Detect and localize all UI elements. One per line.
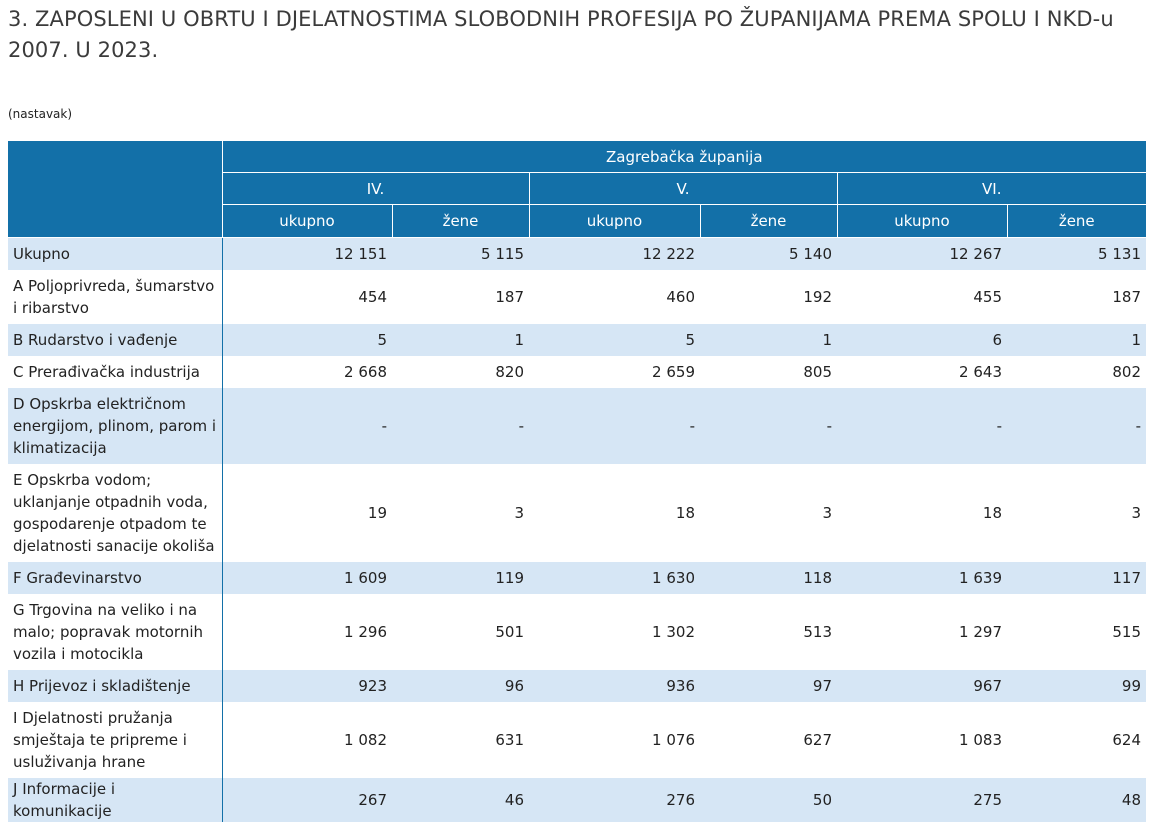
table-row: [8, 670, 1146, 702]
cell-value: 275: [837, 778, 1007, 822]
cell-value: 99: [1007, 670, 1146, 702]
row-label: I Djelatnosti pružanja smještaja te pripreme i usluživanja hrane: [8, 702, 222, 778]
cell-value: 820: [495, 362, 524, 381]
cell-value: 18: [675, 503, 695, 522]
cell-value: 276: [529, 778, 700, 822]
employment-table: [8, 141, 1146, 822]
cell-value: 267: [222, 778, 392, 822]
cell-value: 119: [392, 562, 529, 594]
month-header: VI.: [837, 173, 1146, 205]
cell-value: 6: [837, 324, 1007, 356]
cell-value: 5 140: [700, 238, 837, 270]
cell-value: 5: [529, 324, 700, 356]
cell-value: 631: [495, 730, 524, 749]
cell-value: 460: [666, 287, 695, 306]
row-label: Ukupno: [8, 238, 222, 270]
cell-value: 627: [803, 730, 832, 749]
subcol-header: ukupno: [222, 205, 392, 238]
cell-value: -: [700, 388, 837, 464]
cell-value: -: [837, 388, 1007, 464]
cell-value: 624: [1112, 730, 1141, 749]
row-label: G Trgovina na veliko i na malo; popravak motornih vozila i motocikla: [8, 594, 222, 670]
month-header: IV.: [222, 173, 529, 205]
cell-value: 12 222: [529, 238, 700, 270]
cell-value: 187: [1112, 287, 1141, 306]
table-row: [8, 270, 1146, 324]
cell-value: 2 668: [344, 362, 387, 381]
table-row: [8, 562, 1146, 594]
cell-value: -: [222, 388, 392, 464]
row-label: A Poljoprivreda, šumarstvo i ribarstvo: [8, 270, 222, 324]
header-corner: [8, 141, 222, 238]
cell-value: 117: [1007, 562, 1146, 594]
page-title: 3. ZAPOSLENI U OBRTU I DJELATNOSTIMA SLOBODNIH PROFESIJA PO ŽUPANIJAMA PREMA SPOLU I NKD-u 2007. U 2023.: [8, 7, 1114, 62]
cell-value: 3: [822, 503, 832, 522]
month-header: V.: [529, 173, 837, 205]
table-row: [8, 594, 1146, 670]
table-row: [8, 702, 1146, 778]
table-row: [8, 388, 1146, 464]
cell-value: 1 082: [344, 730, 387, 749]
cell-value: -: [1007, 388, 1146, 464]
cell-value: 1 630: [529, 562, 700, 594]
table-row: [8, 356, 1146, 388]
cell-value: 513: [803, 622, 832, 641]
cell-value: 12 267: [837, 238, 1007, 270]
cell-value: 455: [973, 287, 1002, 306]
row-label: J Informacije i komunikacije: [8, 778, 222, 822]
continuation-note: (nastavak): [8, 107, 73, 121]
cell-value: 46: [392, 778, 529, 822]
cell-value: 1 296: [344, 622, 387, 641]
row-label: B Rudarstvo i vađenje: [8, 324, 222, 356]
region-header: Zagrebačka županija: [222, 141, 1146, 173]
cell-value: 805: [803, 362, 832, 381]
cell-value: 3: [1131, 503, 1141, 522]
cell-value: 936: [529, 670, 700, 702]
cell-value: 515: [1112, 622, 1141, 641]
cell-value: 1: [392, 324, 529, 356]
cell-value: 18: [982, 503, 1002, 522]
cell-value: -: [392, 388, 529, 464]
row-label: C Prerađivačka industrija: [8, 356, 222, 388]
cell-value: 1 083: [959, 730, 1002, 749]
row-label: D Opskrba električnom energijom, plinom, parom i klimatizacija: [8, 388, 222, 464]
cell-value: 96: [392, 670, 529, 702]
row-label: E Opskrba vodom; uklanjanje otpadnih voda, gospodarenje otpadom te djelatnosti sanacije okoliša: [8, 464, 222, 562]
cell-value: 48: [1007, 778, 1146, 822]
cell-value: 967: [837, 670, 1007, 702]
cell-value: 5: [222, 324, 392, 356]
table-row: [8, 238, 1146, 270]
cell-value: 1 302: [652, 622, 695, 641]
cell-value: 5 131: [1007, 238, 1146, 270]
cell-value: 1: [1007, 324, 1146, 356]
subcol-header: žene: [392, 205, 529, 238]
table-body: [8, 238, 1146, 822]
row-label: F Građevinarstvo: [8, 562, 222, 594]
cell-value: 97: [700, 670, 837, 702]
cell-value: -: [529, 388, 700, 464]
cell-value: 1 639: [837, 562, 1007, 594]
cell-value: 501: [495, 622, 524, 641]
cell-value: 19: [367, 503, 387, 522]
cell-value: 1 297: [959, 622, 1002, 641]
cell-value: 192: [803, 287, 832, 306]
row-label: H Prijevoz i skladištenje: [8, 670, 222, 702]
table-row: [8, 778, 1146, 822]
cell-value: 802: [1112, 362, 1141, 381]
cell-value: 3: [514, 503, 524, 522]
table-row: [8, 324, 1146, 356]
cell-value: 12 151: [222, 238, 392, 270]
cell-value: 454: [358, 287, 387, 306]
cell-value: 1 076: [652, 730, 695, 749]
cell-value: 1: [700, 324, 837, 356]
cell-value: 187: [495, 287, 524, 306]
subcol-header: ukupno: [837, 205, 1007, 238]
cell-value: 50: [700, 778, 837, 822]
cell-value: 118: [700, 562, 837, 594]
cell-value: 923: [222, 670, 392, 702]
table-row: [8, 464, 1146, 562]
cell-value: 1 609: [222, 562, 392, 594]
cell-value: 2 659: [652, 362, 695, 381]
subcol-header: ukupno: [529, 205, 700, 238]
cell-value: 5 115: [392, 238, 529, 270]
subcol-header: žene: [700, 205, 837, 238]
cell-value: 2 643: [959, 362, 1002, 381]
subcol-header: žene: [1007, 205, 1146, 238]
